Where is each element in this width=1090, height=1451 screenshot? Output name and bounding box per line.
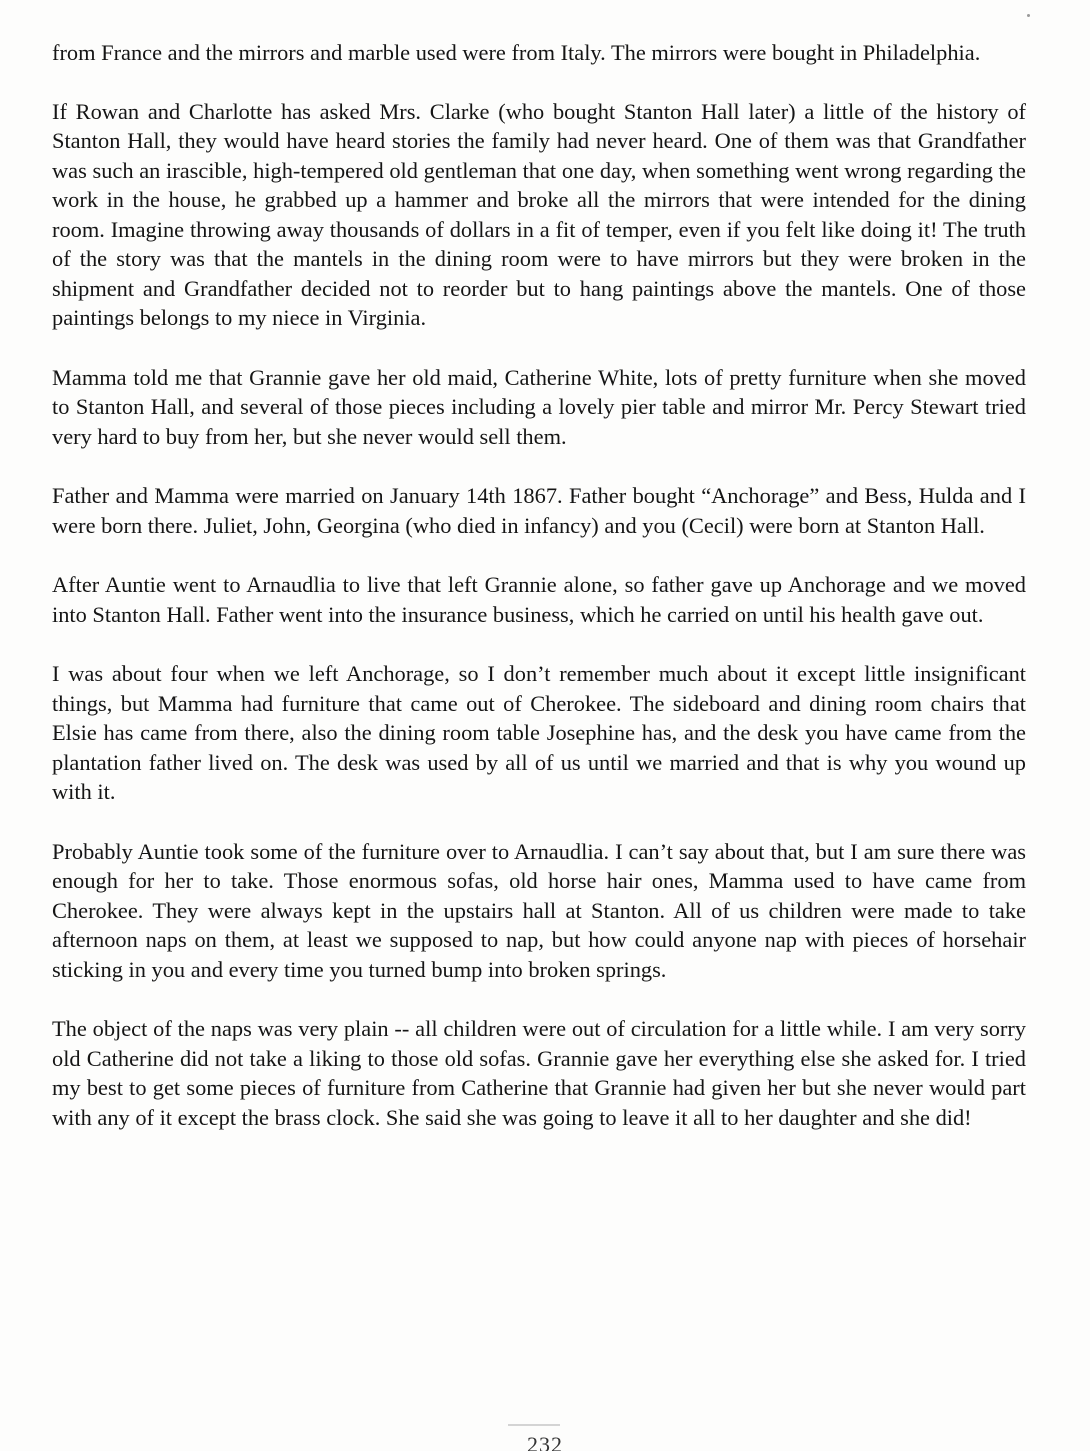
paragraph-8: The object of the naps was very plain -- all children were out of circulation for a little while. I am very sorry old Catherine did not take a liking to those old sofas. Grannie gave her everything else she asked for. I tried my best to get some pieces of furniture from Catherine that Grannie had given her but she never would part with any of it except the brass clock. She said she was going to leave it all to her daughter and she did! (52, 1016, 1026, 1130)
body-text (52, 38, 1026, 1162)
paragraph-5: After Auntie went to Arnaudlia to live that left Grannie alone, so father gave up Anchorage and we moved into Stanton Hall. Father went into the insurance business, which he carried on until his health gave out. (52, 572, 1026, 627)
page-number-rule (508, 1424, 560, 1426)
page-number: 232 (527, 1432, 563, 1451)
paragraph-6: I was about four when we left Anchorage, so I don’t remember much about it except little insignificant things, but Mamma had furniture that came out of Cherokee. The sideboard and dining room chairs that Elsie has came from there, also the dining room table Josephine has, and the desk you have came from the plantation father lived on. The desk was used by all of us until we married and that is why you wound up with it. (52, 661, 1026, 804)
paragraph-2: If Rowan and Charlotte has asked Mrs. Clarke (who bought Stanton Hall later) a little of the history of Stanton Hall, they would have heard stories the family had never heard. One of them was that Grandfather was such an irascible, high-tempered old gentleman that one day, when something went wrong regarding the work in the house, he grabbed up a hammer and broke all the mirrors that were intended for the dining room. Imagine throwing away thousands of dollars in a fit of temper, even if you felt like doing it! The truth of the story was that the mantels in the dining room were to have mirrors but they were broken in the shipment and Grandfather decided not to reorder but to hang paintings above the mantels. One of those paintings belongs to my niece in Virginia. (52, 98, 1026, 330)
paragraph-1: from France and the mirrors and marble used were from Italy. The mirrors were bought in Philadelphia. (52, 40, 981, 65)
paragraph-7: Probably Auntie took some of the furniture over to Arnaudlia. I can’t say about that, but I am sure there was enough for her to take. Those enormous sofas, old horse hair ones, Mamma used to have came from Cherokee. They were always kept in the upstairs hall at Stanton. All of us children were made to take afternoon naps on them, at least we supposed to nap, but how could anyone nap with pieces of horsehair sticking in you and every time you turned bump into broken springs. (52, 838, 1026, 982)
scan-speck (1027, 14, 1030, 17)
paragraph-4: Father and Mamma were married on January 14th 1867. Father bought “Anchorage” and Bess, Hulda and I were born there. Juliet, John, Georgina (who died in infancy) and you (Cecil) were born at Stanton Hall. (52, 483, 1026, 538)
paragraph-3: Mamma told me that Grannie gave her old maid, Catherine White, lots of pretty furniture when she moved to Stanton Hall, and several of those pieces including a lovely pier table and mirror Mr. Percy Stewart tried very hard to buy from her, but she never would sell them. (52, 364, 1026, 449)
